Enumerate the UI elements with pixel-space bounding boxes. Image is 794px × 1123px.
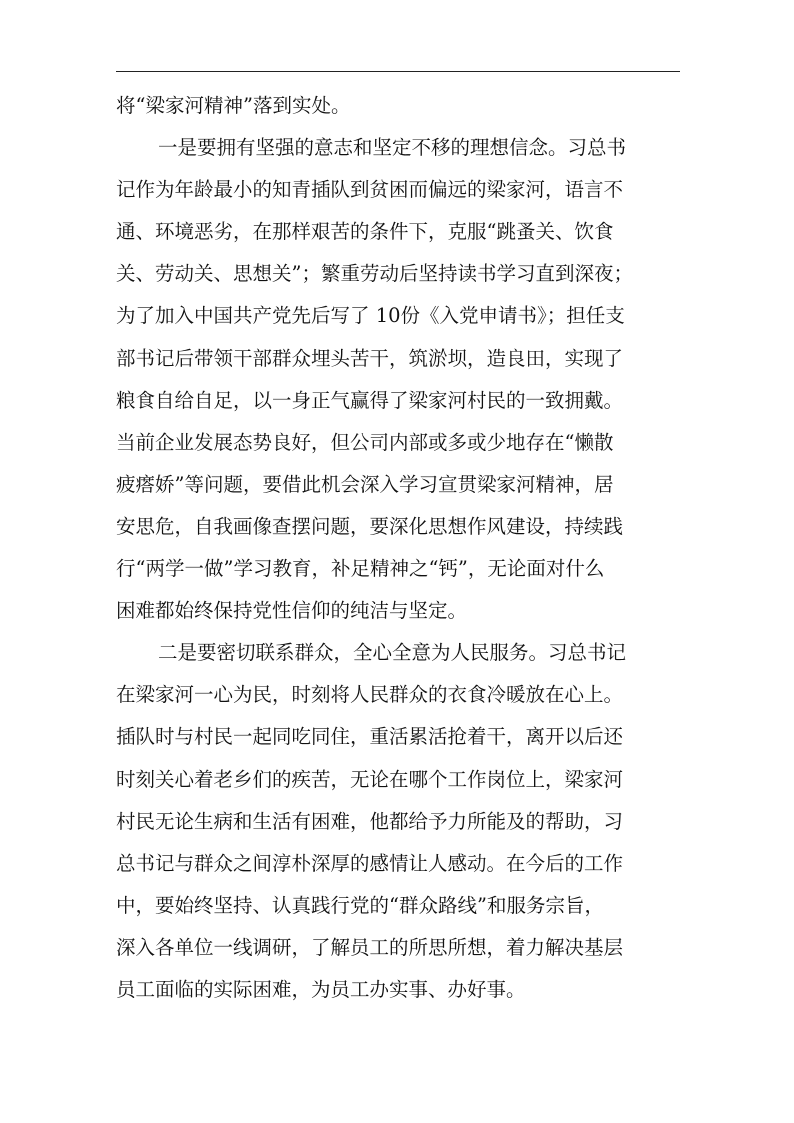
text-line: 中，要始终坚持、认真践行党的“群众路线”和服务宗旨，: [116, 893, 604, 917]
text-line: 粮食自给自足，以一身正气赢得了梁家河村民的一致拥戴。: [116, 388, 624, 412]
text-line: 安思危，自我画像查摆问题，要深化思想作风建设，持续践: [116, 514, 624, 538]
document-body: [116, 85, 688, 1011]
text-line: 员工面临的实际困难，为员工办实事、办好事。: [116, 977, 526, 1001]
text-line: 困难都始终保持党性信仰的纯洁与坚定。: [116, 599, 468, 623]
text-line: 通、环境恶劣，在那样艰苦的条件下，克服“跳蚤关、饮食: [116, 220, 614, 244]
paragraph-start-line: 二是要密切联系群众，全心全意为人民服务。习总书记: [158, 641, 627, 665]
header-rule: [116, 71, 680, 72]
text-line: 总书记与群众之间淳朴深厚的感情让人感动。在今后的工作: [116, 851, 624, 875]
text-line: 插队时与村民一起同吃同住，重活累活抢着干，离开以后还: [116, 725, 624, 749]
text-line: 将“梁家河精神”落到实处。: [116, 94, 351, 117]
text-line: 为了加入中国共产党先后写了 10份《入党申请书》；担任支: [116, 304, 625, 328]
text-line: 行“两学一做”学习教育，补足精神之“钙”，无论面对什么: [116, 557, 605, 581]
text-line: 时刻关心着老乡们的疾苦，无论在哪个工作岗位上，梁家河: [116, 767, 624, 791]
text-line: 在梁家河一心为民，时刻将人民群众的衣食冷暖放在心上。: [116, 683, 624, 707]
paragraph-start-line: 一是要拥有坚强的意志和坚定不移的理想信念。习总书: [158, 136, 627, 160]
text-line: 部书记后带领干部群众埋头苦干，筑淤坝，造良田，实现了: [116, 346, 624, 370]
text-line: 村民无论生病和生活有困难，他都给予力所能及的帮助，习: [116, 809, 624, 833]
text-line: 关、劳动关、思想关”；繁重劳动后坚持读书学习直到深夜；: [116, 262, 633, 286]
text-line: 当前企业发展态势良好，但公司内部或多或少地存在“懒散: [116, 430, 614, 454]
text-line: 深入各单位一线调研，了解员工的所思所想，着力解决基层: [116, 935, 624, 959]
text-line: 记作为年龄最小的知青插队到贫困而偏远的梁家河，语言不: [116, 178, 624, 202]
text-line: 疲瘩娇”等问题，要借此机会深入学习宣贯梁家河精神，居: [116, 472, 614, 496]
